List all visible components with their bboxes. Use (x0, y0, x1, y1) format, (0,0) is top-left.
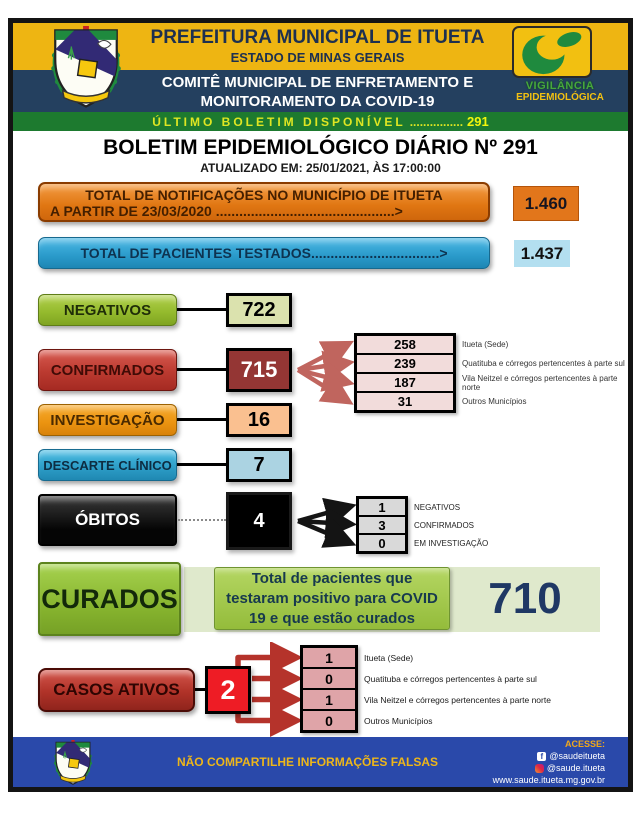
notifications-label-line1: TOTAL DE NOTIFICAÇÕES NO MUNICÍPIO DE ITUETA (85, 187, 443, 203)
confirmados-breakdown-label: Outros Municípios (462, 397, 527, 406)
state-name: ESTADO DE MINAS GERAIS (230, 50, 405, 65)
instagram-handle-text: @saude.itueta (546, 763, 605, 773)
obitos-value: 4 (226, 492, 292, 550)
investigacao-button: INVESTIGAÇÃO (38, 404, 177, 436)
connector-line (177, 368, 226, 371)
vigilancia-logo-icon (512, 26, 592, 78)
confirmados-button: CONFIRMADOS (38, 349, 177, 391)
last-bulletin-number: 291 (467, 114, 489, 129)
connector-line (195, 688, 205, 691)
committee-title-line2: MONITORAMENTO DA COVID-19 (200, 93, 435, 110)
descarte-clinico-value: 7 (226, 448, 292, 482)
facebook-handle (420, 750, 605, 762)
vigilancia-label (500, 80, 620, 104)
obitos-breakdown-value: 1 (359, 499, 405, 515)
last-bulletin-dots: ................ (409, 114, 464, 129)
casos-ativos-breakdown-label: Outros Municípios (364, 715, 433, 726)
vigilancia-label-line1: VIGILÂNCIA (525, 80, 595, 92)
notifications-label-line2: A PARTIR DE 23/03/2020 ..............................................> (50, 203, 403, 219)
instagram-icon (535, 764, 544, 773)
casos-ativos-breakdown-label: Itueta (Sede) (364, 652, 414, 663)
casos-ativos-breakdown-label: Quatituba e córregos pertencentes à parte sul (364, 673, 537, 684)
last-bulletin-label: ÚLTIMO BOLETIM DISPONÍVEL (152, 114, 406, 129)
casos-ativos-breakdown-labels (364, 647, 614, 731)
confirmados-breakdown-value: 258 (357, 336, 453, 353)
obitos-breakdown-labels (414, 498, 574, 552)
connector-line (177, 308, 226, 311)
facebook-icon (537, 752, 546, 761)
bulletin-title: BOLETIM EPIDEMIOLÓGICO DIÁRIO Nº 291 (103, 136, 538, 159)
municipality-name: PREFEITURA MUNICIPAL DE ITUETA (150, 27, 485, 48)
connector-line (177, 463, 226, 466)
facebook-handle-text: @saudeitueta (549, 751, 605, 761)
confirmados-breakdown (354, 333, 456, 413)
confirmados-breakdown-label: Quatituba e córregos pertencentes à parte sul (462, 359, 625, 368)
footer-social (420, 738, 605, 786)
casos-ativos-breakdown (300, 645, 358, 733)
confirmados-breakdown-value: 239 (357, 353, 453, 372)
tested-total-value: 1.437 (514, 240, 570, 267)
descarte-clinico-button: DESCARTE CLÍNICO (38, 449, 177, 481)
investigacao-value: 16 (226, 403, 292, 437)
committee-title-line1: COMITÊ MUNICIPAL DE ENFRETAMENTO E (161, 74, 474, 91)
obitos-breakdown-label: CONFIRMADOS (414, 520, 474, 530)
footer-message: NÃO COMPARTILHE INFORMAÇÕES FALSAS (176, 755, 439, 769)
notifications-total-bar (38, 182, 490, 222)
obitos-breakdown-value: 0 (359, 533, 405, 551)
access-label: ACESSE: (564, 739, 605, 749)
confirmados-breakdown-label: Vila Neitzel e córregos pertencentes à parte norte (462, 373, 618, 392)
casos-ativos-breakdown-value: 1 (303, 648, 355, 667)
confirmados-value: 715 (226, 348, 292, 392)
negativos-value: 722 (226, 293, 292, 327)
coat-of-arms-icon (48, 26, 124, 108)
casos-ativos-breakdown-value: 1 (303, 688, 355, 709)
notifications-total-value: 1.460 (513, 186, 579, 221)
obitos-breakdown-label: NEGATIVOS (414, 502, 461, 512)
casos-ativos-breakdown-value: 0 (303, 667, 355, 688)
confirmados-breakdown-labels (462, 335, 627, 411)
obitos-button: ÓBITOS (38, 494, 177, 546)
connector-dotted-line (178, 519, 226, 521)
curados-value: 710 (488, 573, 562, 623)
casos-ativos-button: CASOS ATIVOS (38, 668, 195, 712)
casos-ativos-breakdown-label: Vila Neitzel e córregos pertencentes à parte norte (364, 694, 551, 705)
instagram-handle (420, 762, 605, 774)
curados-description: Total de pacientes que testaram positivo para COVID 19 e que estão curados (214, 567, 450, 630)
curados-button: CURADOS (38, 562, 181, 636)
connector-line (177, 418, 226, 421)
confirmados-breakdown-label: Itueta (Sede) (462, 340, 509, 349)
confirmados-breakdown-value: 187 (357, 372, 453, 391)
obitos-breakdown-value: 3 (359, 515, 405, 533)
updated-timestamp: ATUALIZADO EM: 25/01/2021, ÀS 17:00:00 (200, 161, 441, 175)
bulletin-availability-bar (13, 112, 628, 131)
tested-total-bar: TOTAL DE PACIENTES TESTADOS.................................> (38, 237, 490, 269)
casos-ativos-value: 2 (205, 666, 251, 714)
confirmados-breakdown-value: 31 (357, 391, 453, 410)
website-url: www.saude.itueta.mg.gov.br (492, 775, 605, 785)
negativos-button: NEGATIVOS (38, 294, 177, 326)
vigilancia-label-line2: EPIDEMIOLÓGICA (516, 92, 604, 103)
obitos-breakdown (356, 496, 408, 554)
casos-ativos-breakdown-value: 0 (303, 709, 355, 730)
obitos-breakdown-label: EM INVESTIGAÇÃO (414, 538, 489, 548)
